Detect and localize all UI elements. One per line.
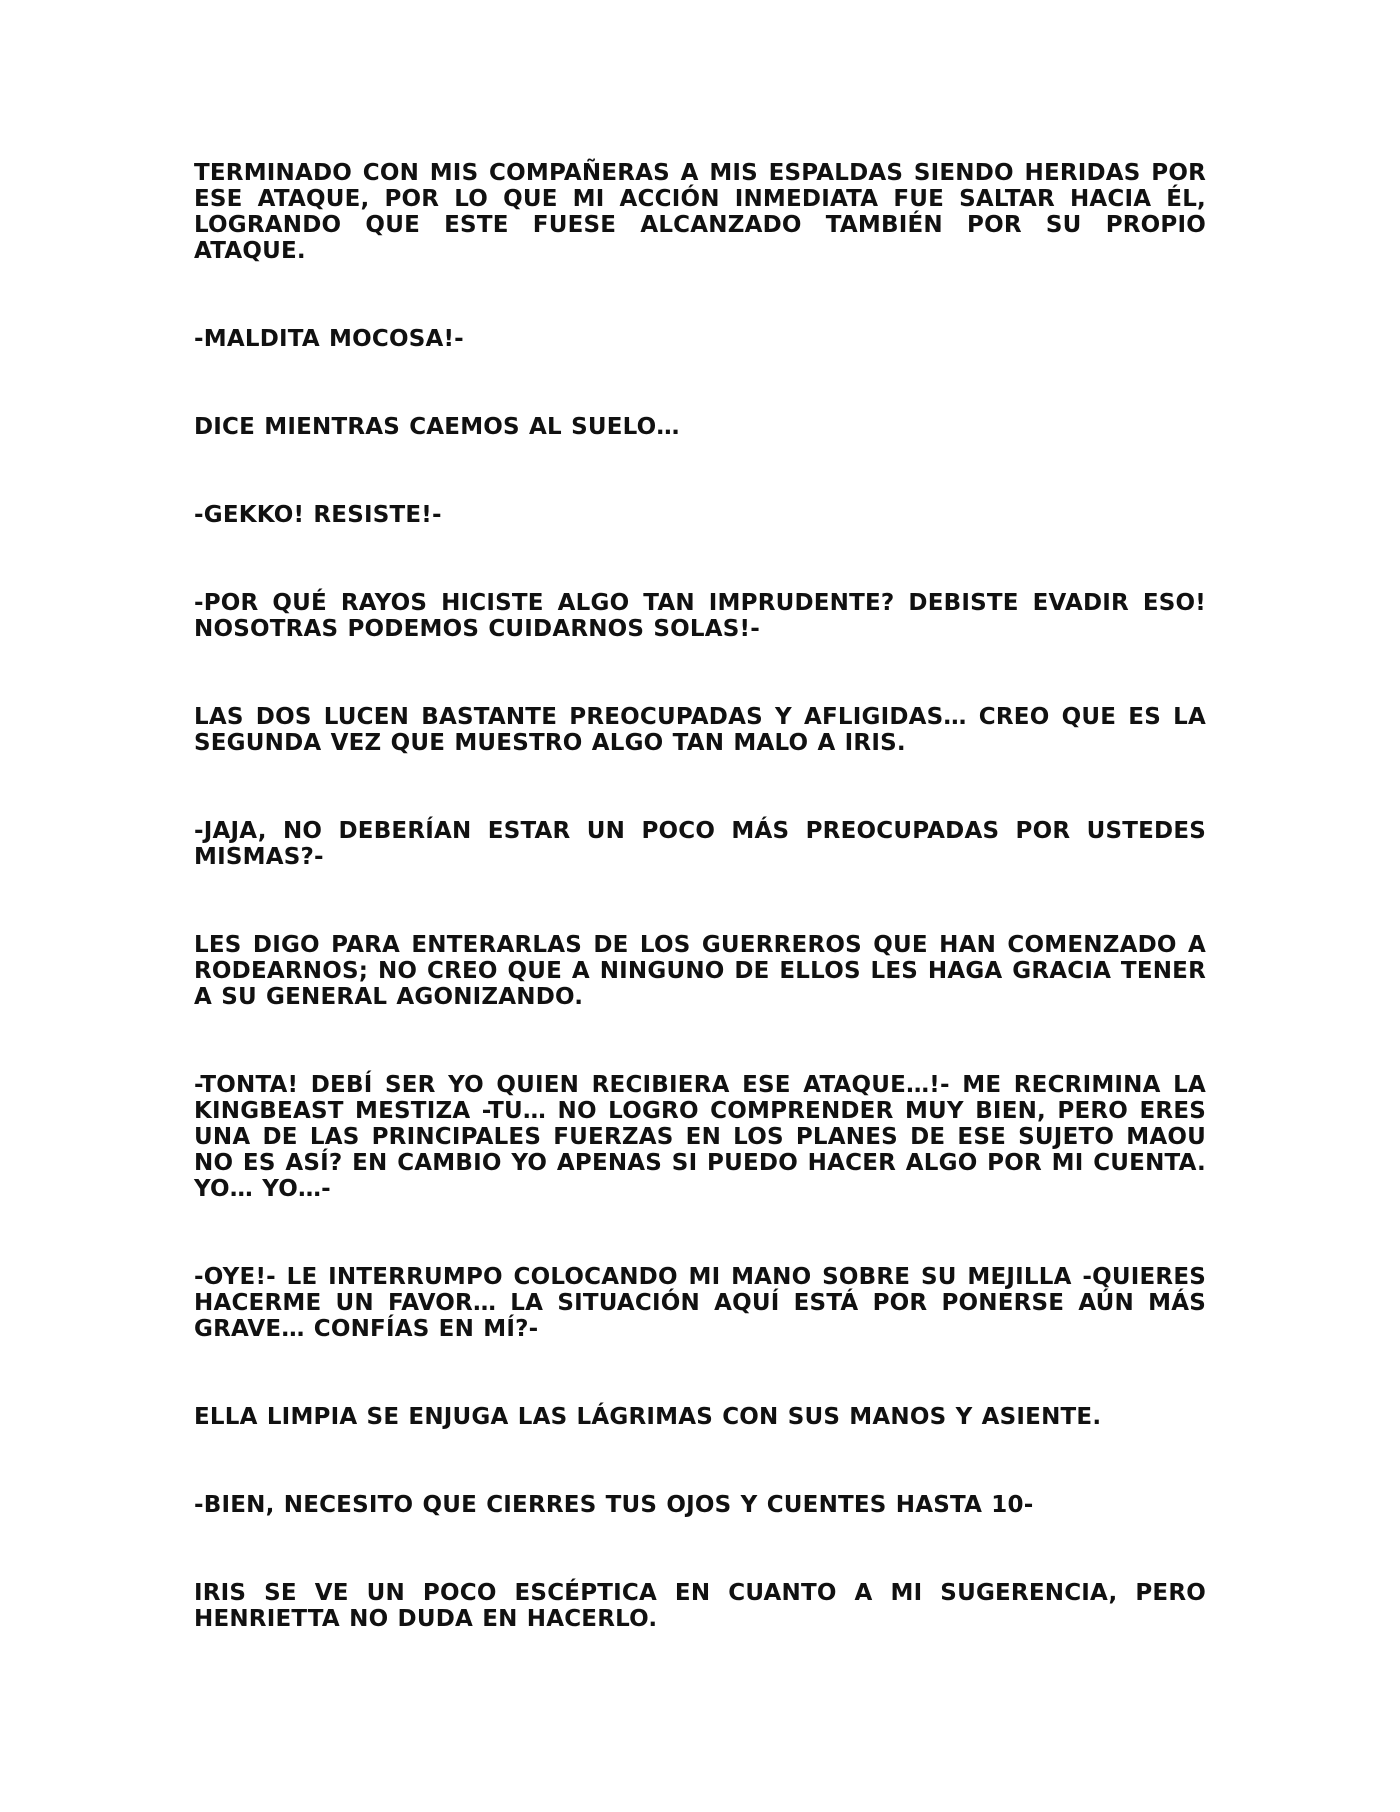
paragraph: -GEKKO! RESISTE!-	[194, 502, 442, 528]
paragraph: DICE MIENTRAS CAEMOS AL SUELO…	[194, 414, 680, 440]
paragraph: -OYE!- LE INTERRUMPO COLOCANDO MI MANO SOBRE SU MEJILLA -QUIERES HACERME UN FAVOR… LA SITUACIÓN AQUÍ ESTÁ POR PONERSE AÚN MÁS GRAVE… CONFÍAS EN MÍ?-	[194, 1264, 1206, 1342]
paragraph-gap	[194, 1342, 1206, 1404]
paragraph: -MALDITA MOCOSA!-	[194, 326, 464, 352]
paragraph-gap	[194, 528, 1206, 590]
document-body	[194, 160, 1206, 1632]
paragraph: -TONTA! DEBÍ SER YO QUIEN RECIBIERA ESE ATAQUE…!- ME RECRIMINA LA KINGBEAST MESTIZA -TU… NO LOGRO COMPRENDER MUY BIEN, PERO ERES UNA DE LAS PRINCIPALES FUERZAS EN LOS PLANES DE ESE SUJETO MAOU NO ES ASÍ? EN CAMBIO YO APENAS SI PUEDO HACER ALGO POR MI CUENTA. YO… YO…-	[194, 1072, 1206, 1202]
paragraph: ELLA LIMPIA SE ENJUGA LAS LÁGRIMAS CON SUS MANOS Y ASIENTE.	[194, 1404, 1102, 1430]
paragraph-gap	[194, 264, 1206, 326]
paragraph-gap	[194, 1430, 1206, 1492]
paragraph: -POR QUÉ RAYOS HICISTE ALGO TAN IMPRUDENTE? DEBISTE EVADIR ESO! NOSOTRAS PODEMOS CUIDARNOS SOLAS!-	[194, 590, 1206, 642]
paragraph-gap	[194, 870, 1206, 932]
paragraph: -JAJA, NO DEBERÍAN ESTAR UN POCO MÁS PREOCUPADAS POR USTEDES MISMAS?-	[194, 818, 1206, 870]
paragraph: -BIEN, NECESITO QUE CIERRES TUS OJOS Y CUENTES HASTA 10-	[194, 1492, 1034, 1518]
paragraph-gap	[194, 352, 1206, 414]
paragraph: IRIS SE VE UN POCO ESCÉPTICA EN CUANTO A MI SUGERENCIA, PERO HENRIETTA NO DUDA EN HACERLO.	[194, 1580, 1206, 1632]
paragraph-gap	[194, 1202, 1206, 1264]
paragraph-gap	[194, 642, 1206, 704]
paragraph-gap	[194, 1518, 1206, 1580]
paragraph: LAS DOS LUCEN BASTANTE PREOCUPADAS Y AFLIGIDAS… CREO QUE ES LA SEGUNDA VEZ QUE MUESTRO ALGO TAN MALO A IRIS.	[194, 704, 1206, 756]
paragraph-gap	[194, 440, 1206, 502]
paragraph-gap	[194, 1010, 1206, 1072]
paragraph: LES DIGO PARA ENTERARLAS DE LOS GUERREROS QUE HAN COMENZADO A RODEARNOS; NO CREO QUE A NINGUNO DE ELLOS LES HAGA GRACIA TENER A SU GENERAL AGONIZANDO.	[194, 932, 1206, 1010]
paragraph: TERMINADO CON MIS COMPAÑERAS A MIS ESPALDAS SIENDO HERIDAS POR ESE ATAQUE, POR LO QUE MI ACCIÓN INMEDIATA FUE SALTAR HACIA ÉL, LOGRANDO QUE ESTE FUESE ALCANZADO TAMBIÉN POR SU PROPIO ATAQUE.	[194, 160, 1206, 264]
paragraph-gap	[194, 756, 1206, 818]
